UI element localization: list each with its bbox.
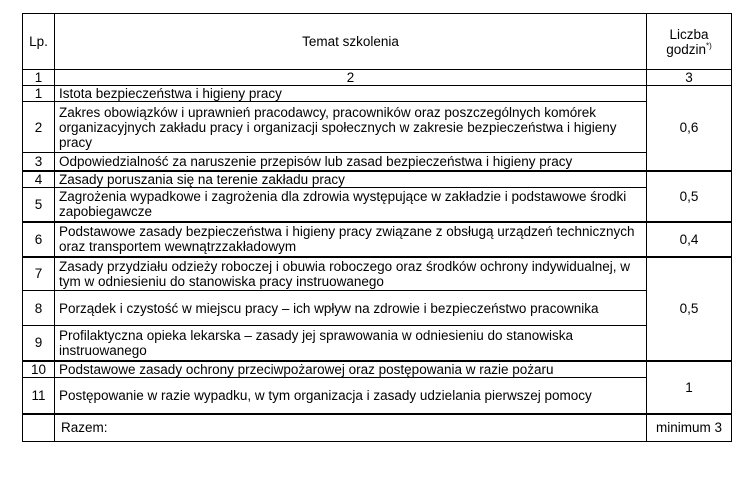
table-row (23, 171, 732, 188)
row-topic: Istota bezpieczeństwa i higieny pracy (55, 86, 647, 102)
column-number-topic: 2 (55, 70, 647, 86)
table-row (23, 378, 732, 414)
row-topic: Postępowanie w razie wypadku, w tym organizacja i zasady udzielania pierwszej pomocy (55, 378, 647, 414)
row-topic: Porządek i czystość w miejscu pracy – ich wpływ na zdrowie i bezpieczeństwo pracownika (55, 291, 647, 326)
row-topic: Zagrożenia wypadkowe i zagrożenia dla zdrowia występujące w zakładzie i podstawowe środki zapobiegawcze (55, 188, 647, 222)
column-number-row (23, 70, 732, 86)
total-lp-empty (23, 414, 55, 442)
hours-group-10-11: 1 (647, 361, 732, 414)
header-hours (647, 14, 732, 70)
hours-footnote-marker: *) (706, 41, 712, 50)
header-topic: Temat szkolenia (55, 14, 647, 70)
table-row (23, 361, 732, 378)
table-row (23, 222, 732, 257)
row-lp: 5 (23, 188, 55, 222)
training-program-table (22, 13, 732, 442)
total-value: minimum 3 (647, 414, 732, 442)
row-lp: 4 (23, 171, 55, 188)
table-row (23, 102, 732, 153)
header-hours-line1: Liczba (669, 26, 709, 42)
header-lp: Lp. (23, 14, 55, 70)
row-lp: 3 (23, 153, 55, 171)
hours-group-1-3: 0,6 (647, 86, 732, 171)
row-lp: 10 (23, 361, 55, 378)
row-lp: 6 (23, 222, 55, 257)
row-topic: Zasady przydziału odzieży roboczej i obuwia roboczego oraz środków ochrony indywidualnej, w tym w odniesieniu do stanowiska pracy instruowanego (55, 257, 647, 291)
table-row (23, 188, 732, 222)
total-label: Razem: (55, 414, 647, 442)
table-row (23, 291, 732, 326)
row-topic: Zasady poruszania się na terenie zakładu pracy (55, 171, 647, 188)
hours-group-4-5: 0,5 (647, 171, 732, 222)
hours-row-6: 0,4 (647, 222, 732, 257)
row-lp: 9 (23, 326, 55, 361)
column-number-lp: 1 (23, 70, 55, 86)
table-row (23, 153, 732, 171)
row-lp: 7 (23, 257, 55, 291)
row-topic: Zakres obowiązków i uprawnień pracodawcy, pracowników oraz poszczególnych komórek organizacyjnych zakładu pracy i organizacji społecznych w zakresie bezpieczeństwa i higieny pracy (55, 102, 647, 153)
row-lp: 8 (23, 291, 55, 326)
row-lp: 1 (23, 86, 55, 102)
row-lp: 2 (23, 102, 55, 153)
header-row (23, 14, 732, 70)
header-hours-line2: godzin (666, 41, 706, 57)
row-lp: 11 (23, 378, 55, 414)
hours-group-7-9: 0,5 (647, 257, 732, 361)
table-row (23, 86, 732, 102)
table-row (23, 257, 732, 291)
row-topic: Podstawowe zasady ochrony przeciwpożarowej oraz postępowania w razie pożaru (55, 361, 647, 378)
row-topic: Profilaktyczna opieka lekarska – zasady jej sprawowania w odniesieniu do stanowiska instruowanego (55, 326, 647, 361)
row-topic: Podstawowe zasady bezpieczeństwa i higieny pracy związane z obsługą urządzeń technicznych oraz transportem wewnątrzzakładowym (55, 222, 647, 257)
total-row (23, 414, 732, 442)
row-topic: Odpowiedzialność za naruszenie przepisów lub zasad bezpieczeństwa i higieny pracy (55, 153, 647, 171)
table-row (23, 326, 732, 361)
column-number-hours: 3 (647, 70, 732, 86)
